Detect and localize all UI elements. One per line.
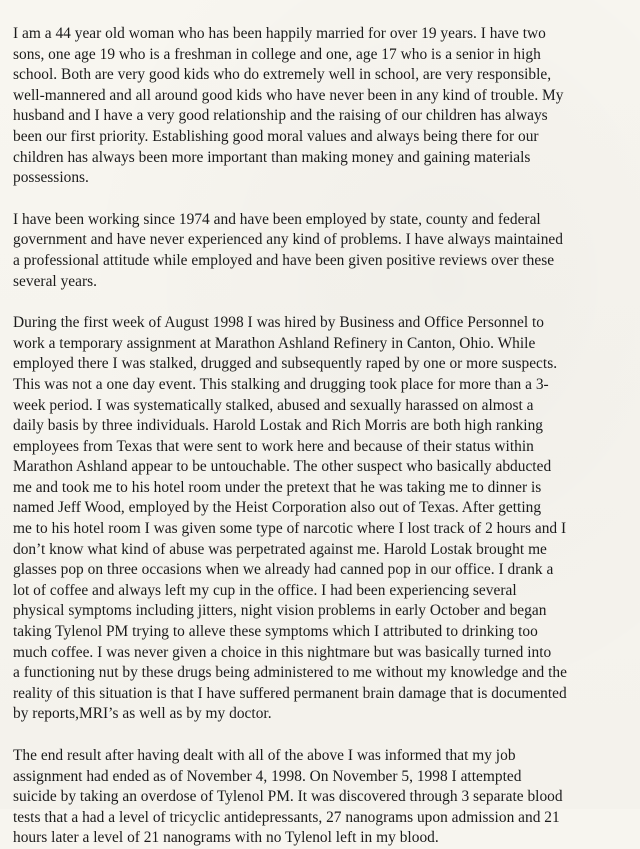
paragraph-family-background [13, 24, 620, 189]
text-line: I have been working since 1974 and have been employed by state, county and federal [13, 210, 541, 228]
text-line: school. Both are very good kids who do extremely well in school, are very responsible, [13, 66, 552, 84]
text-line: don’t know what kind of abuse was perpetrated against me. Harold Lostak brought me [13, 540, 547, 558]
text-line: assignment had ended as of November 4, 1998. On November 5, 1998 I attempted [13, 767, 522, 785]
text-line: a professional attitude while employed and have been given positive reviews over these [13, 251, 555, 269]
text-line: glasses pop on three occasions when we already had canned pop in our office. I drank a [13, 561, 554, 579]
text-line: children has always been more important than making money and gaining materials [13, 148, 531, 166]
paragraph-outcome [13, 746, 620, 849]
text-line: suicide by taking an overdose of Tylenol PM. It was discovered through 3 separate blood [13, 788, 563, 806]
text-line: This was not a one day event. This stalking and drugging took place for more than a 3- [13, 375, 549, 393]
text-line: reality of this situation is that I have suffered permanent brain damage that is documented [13, 684, 567, 702]
text-line: several years. [13, 272, 98, 290]
text-line: possessions. [13, 169, 89, 187]
text-line: employees from Texas that were sent to work here and because of their status within [13, 437, 534, 455]
text-line: employed there I was stalked, drugged and subsequently raped by one or more suspects. [13, 355, 558, 373]
text-line: physical symptoms including jitters, night vision problems in early October and began [13, 602, 547, 620]
text-line: a functioning nut by these drugs being administered to me without my knowledge and the [13, 664, 567, 682]
text-line: well-mannered and all around good kids who have never been in any kind of trouble. My [13, 86, 564, 104]
text-line: week period. I was systematically stalked, abused and sexually harassed on almost a [13, 396, 534, 414]
text-line: me and took me to his hotel room under the pretext that he was taking me to dinner is [13, 478, 542, 496]
text-line: government and have never experienced any kind of problems. I have always maintained [13, 231, 563, 249]
text-line: me to his hotel room I was given some type of narcotic where I lost track of 2 hours and I [13, 520, 567, 538]
text-line: Marathon Ashland appear to be untouchable. The other suspect who basically abducted [13, 458, 552, 476]
text-line: much coffee. I was never given a choice in this nightmare but was basically turned into [13, 643, 552, 661]
paragraph-work-history [13, 210, 620, 292]
text-line: sons, one age 19 who is a freshman in college and one, age 17 who is a senior in high [13, 45, 541, 63]
text-line: named Jeff Wood, employed by the Heist Corporation also out of Texas. After getting [13, 499, 542, 517]
text-line: work a temporary assignment at Marathon Ashland Refinery in Canton, Ohio. While [13, 334, 536, 352]
text-line: daily basis by three individuals. Harold Lostak and Rich Morris are both high ranking [13, 417, 544, 435]
text-line: During the first week of August 1998 I was hired by Business and Office Personnel to [13, 314, 545, 332]
paragraph-incident-account [13, 313, 620, 725]
text-line: been our first priority. Establishing good moral values and always being there for our [13, 127, 539, 145]
text-line: The end result after having dealt with all of the above I was informed that my job [13, 747, 516, 764]
text-line: tests that a had a level of tricyclic antidepressants, 27 nanograms upon admission and 21 [13, 808, 560, 826]
text-line: taking Tylenol PM trying to alleve these symptoms which I attributed to drinking too [13, 623, 538, 641]
text-line: by reports,MRI’s as well as by my doctor. [13, 705, 272, 723]
text-line: husband and I have a very good relationship and the raising of our children has always [13, 107, 548, 125]
text-line: hours later a level of 21 nanograms with no Tylenol left in my blood. [13, 829, 439, 847]
text-line: lot of coffee and always left my cup in the office. I had been experiencing several [13, 581, 517, 599]
text-line: I am a 44 year old woman who has been happily married for over 19 years. I have two [13, 25, 546, 42]
